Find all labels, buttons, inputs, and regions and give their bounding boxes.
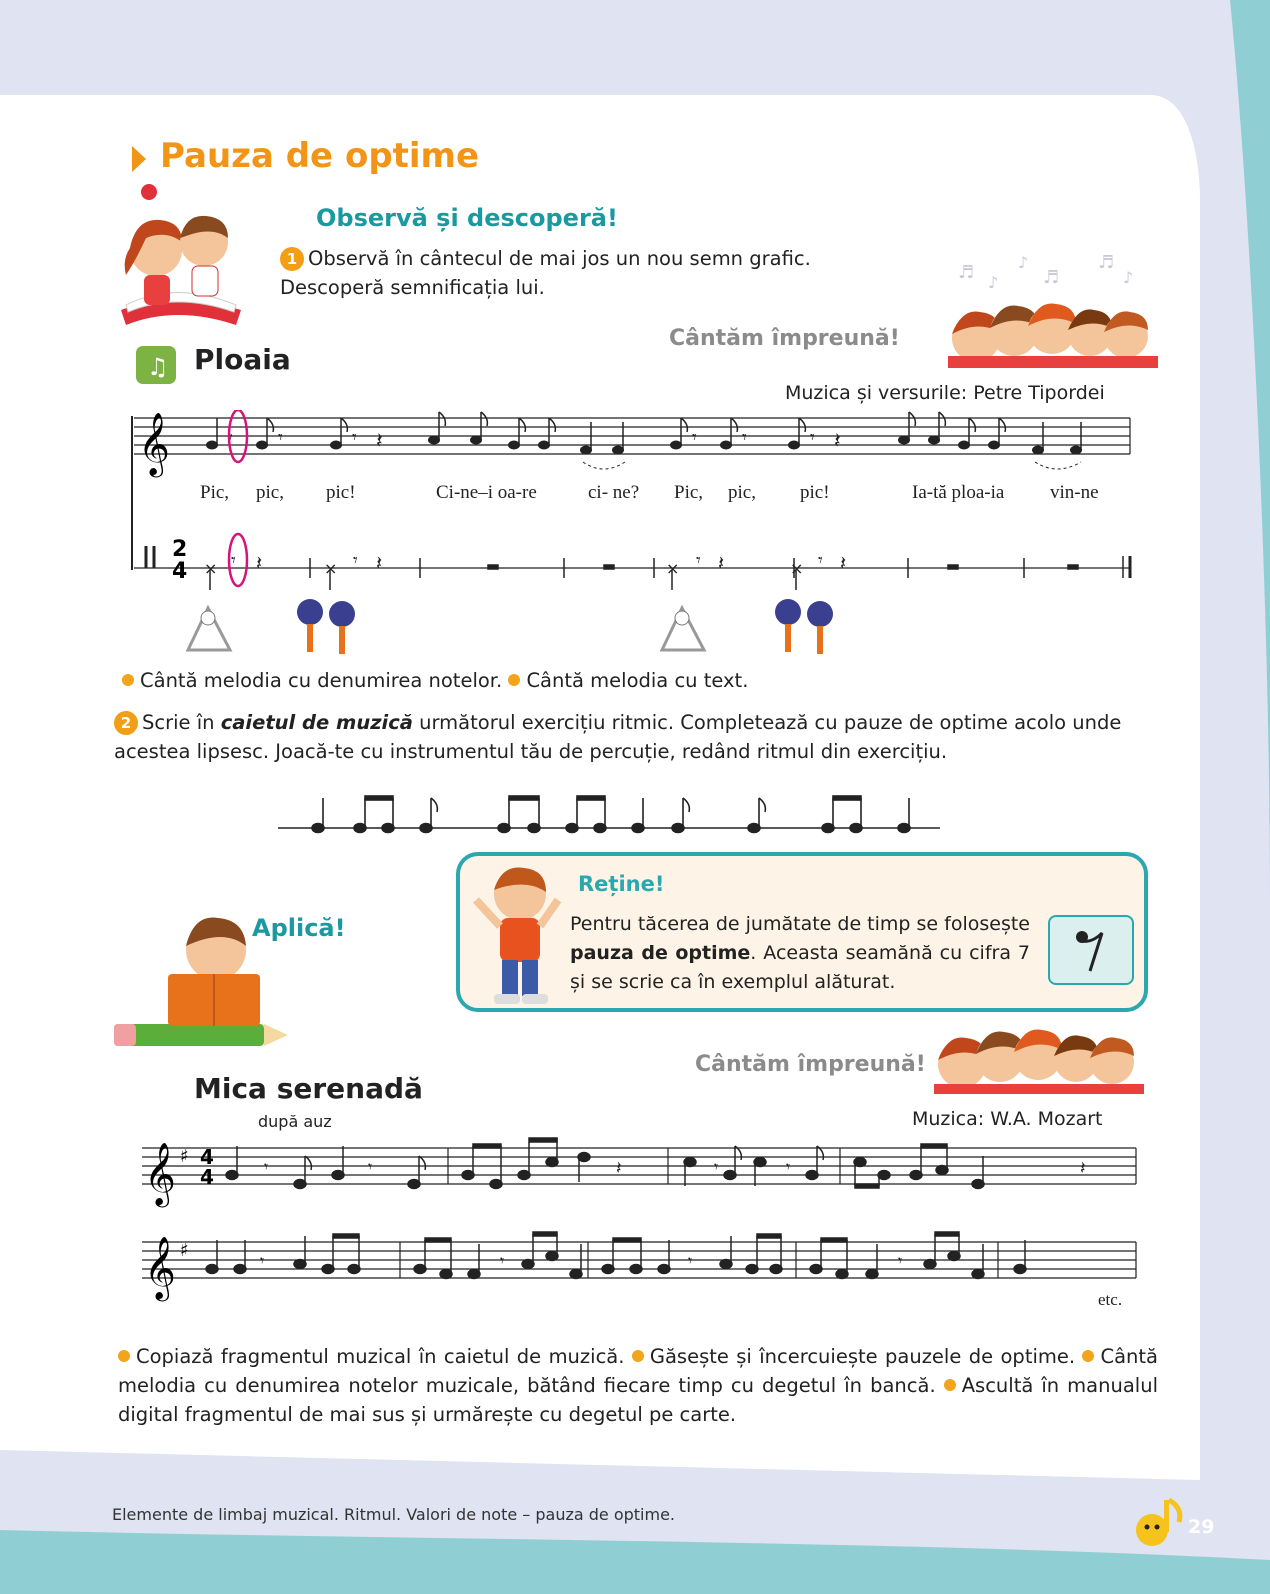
exercise2-text-bold: caietul de muzică xyxy=(220,711,413,734)
lyric: vin-ne xyxy=(1050,482,1099,503)
svg-text:𝄞: 𝄞 xyxy=(138,412,170,475)
lyric: Ci-ne–i oa-re xyxy=(436,482,537,503)
bullet-icon xyxy=(508,674,520,686)
svg-text:𝄽: 𝄽 xyxy=(256,551,263,575)
svg-text:𝄾: 𝄾 xyxy=(696,550,701,571)
song2-etc: etc. xyxy=(1098,1290,1123,1309)
song1-credit: Muzica și versurile: Petre Tipordei xyxy=(785,382,1105,404)
svg-text:𝄾: 𝄾 xyxy=(500,1251,505,1270)
page-number: 29 xyxy=(1188,1516,1215,1538)
song1-timesig-bottom: 4 xyxy=(172,559,188,584)
boy-pointing-illustration xyxy=(470,860,566,1010)
svg-text:𝄾: 𝄾 xyxy=(818,550,823,571)
exercise2-text-after: următorul exercițiu ritmic. Completează cu pauze de optime acolo unde acestea lipsesc. Joacă-te cu instrumentul tău de percuție, redând ritmul din exercițiu. xyxy=(114,711,1122,763)
eighth-rest-icon xyxy=(1050,917,1132,983)
lyric: pic, xyxy=(728,482,756,503)
svg-text:×: × xyxy=(204,559,218,578)
bullet-icon xyxy=(122,674,134,686)
song2-instruction: Cântă melodia cu denumirea notelor muzicale, bătând fiecare timp cu degetul în bancă. xyxy=(118,1345,1159,1397)
svg-text:𝄞: 𝄞 xyxy=(144,1142,176,1205)
song2-sing-together: Cântăm împreună! xyxy=(695,1052,926,1077)
svg-text:♪: ♪ xyxy=(1018,253,1029,272)
song2-credit: Muzica: W.A. Mozart xyxy=(912,1108,1103,1130)
title-arrow-icon xyxy=(132,146,146,172)
song1-instruction: Cântă melodia cu denumirea notelor. xyxy=(140,669,503,692)
song2-timesig-bottom: 4 xyxy=(200,1165,214,1189)
svg-text:𝄾: 𝄾 xyxy=(352,427,357,448)
svg-text:𝄽: 𝄽 xyxy=(376,429,383,454)
lyric: Pic, xyxy=(200,482,230,503)
observe-heading: Observă și descoperă! xyxy=(316,204,618,232)
retine-text-bold: pauza de optime xyxy=(570,942,751,964)
svg-text:𝄾: 𝄾 xyxy=(714,1157,719,1176)
svg-text:𝄾: 𝄾 xyxy=(688,1251,693,1270)
svg-text:♬: ♬ xyxy=(1098,252,1115,273)
song2-instruction: Ascultă în manualul digital fragmentul de mai sus și urmărește cu degetul pe carte. xyxy=(118,1374,1158,1426)
svg-text:♪: ♪ xyxy=(1123,268,1134,287)
svg-text:𝄾: 𝄾 xyxy=(368,1157,373,1176)
music-note-mascot-icon xyxy=(1130,1494,1186,1550)
svg-text:♯: ♯ xyxy=(180,1240,189,1261)
svg-text:𝄾: 𝄾 xyxy=(692,427,697,448)
svg-text:𝄾: 𝄾 xyxy=(353,550,358,571)
lyric: pic, xyxy=(256,482,284,503)
exercise1-line2: Descoperă semnificația lui. xyxy=(280,276,545,299)
song1-title: Ploaia xyxy=(194,343,291,376)
exercise1-line1: Observă în cântecul de mai jos un nou semn grafic. xyxy=(308,247,811,270)
song1-instructions xyxy=(122,666,748,695)
rhythm-exercise-score xyxy=(276,790,946,840)
percussion-instruments-illustration xyxy=(184,598,844,658)
exercise2-text-before: Scrie în xyxy=(142,711,221,734)
svg-text:♬: ♬ xyxy=(958,262,975,283)
svg-text:𝄾: 𝄾 xyxy=(898,1251,903,1270)
svg-text:𝄾: 𝄾 xyxy=(228,427,233,448)
svg-text:𝄾: 𝄾 xyxy=(786,1157,791,1176)
svg-text:𝄾: 𝄾 xyxy=(231,550,236,571)
song1-sing-together: Cântăm împreună! xyxy=(669,326,900,351)
kids-reading-illustration xyxy=(116,180,246,330)
svg-text:𝄾: 𝄾 xyxy=(260,1251,265,1270)
bullet-icon xyxy=(118,1350,130,1362)
eighth-rest-example xyxy=(1048,915,1134,985)
song2-score xyxy=(140,1134,1140,1314)
svg-text:♪: ♪ xyxy=(988,273,999,292)
song2-instruction: Găsește și încercuiește pauzele de optime. xyxy=(649,1345,1076,1368)
retine-text xyxy=(570,910,1030,997)
svg-text:𝄽: 𝄽 xyxy=(718,551,725,575)
exercise1-number: 1 xyxy=(280,247,304,271)
song2-timesig-top: 4 xyxy=(200,1145,214,1169)
footer-text: Elemente de limbaj muzical. Ritmul. Valori de note – pauza de optime. xyxy=(112,1505,676,1524)
svg-text:×: × xyxy=(666,559,680,578)
lyric: pic! xyxy=(326,482,356,503)
page-title: Pauza de optime xyxy=(160,136,480,176)
bullet-icon xyxy=(1082,1350,1094,1362)
song1-timesig-top: 2 xyxy=(172,537,188,562)
svg-text:𝄽: 𝄽 xyxy=(840,551,847,575)
exercise1-text xyxy=(280,244,811,302)
svg-text:♯: ♯ xyxy=(180,1146,189,1167)
song1-instruction: Cântă melodia cu text. xyxy=(526,669,749,692)
song2-instruction: Copiază fragmentul muzical în caietul de muzică. xyxy=(136,1345,625,1368)
svg-text:𝄞: 𝄞 xyxy=(144,1236,176,1299)
song1-notes xyxy=(206,412,1082,469)
singing-children-illustration xyxy=(948,248,1158,368)
retine-heading: Reține! xyxy=(578,872,665,896)
song1-lyrics xyxy=(0,482,1270,512)
lyric: ci- ne? xyxy=(588,482,640,503)
bullet-icon xyxy=(944,1379,956,1391)
svg-text:×: × xyxy=(324,559,338,578)
svg-text:𝄽: 𝄽 xyxy=(616,1158,622,1179)
song2-instructions xyxy=(118,1342,1158,1429)
exercise2-text xyxy=(114,708,1154,766)
song2-title: Mica serenadă xyxy=(194,1072,423,1105)
bullet-icon xyxy=(632,1350,644,1362)
svg-text:♬: ♬ xyxy=(1043,267,1060,288)
svg-text:𝄾: 𝄾 xyxy=(278,427,283,448)
lyric: Pic, xyxy=(674,482,704,503)
lyric: pic! xyxy=(800,482,830,503)
music-note-icon xyxy=(136,346,176,386)
singing-children-illustration-2 xyxy=(934,1020,1144,1094)
svg-text:𝄾: 𝄾 xyxy=(742,427,747,448)
retine-text-before: Pentru tăcerea de jumătate de timp se folosește xyxy=(570,913,1030,935)
lyric: Ia-tă ploa-ia xyxy=(912,482,1005,503)
retine-text-after: . Aceasta seamănă cu cifra 7 și se scrie ca în exemplul alăturat. xyxy=(570,942,1031,993)
song2-subtitle: după auz xyxy=(258,1112,332,1131)
exercise2-number: 2 xyxy=(114,711,138,735)
svg-text:𝄽: 𝄽 xyxy=(376,551,383,575)
svg-text:𝄾: 𝄾 xyxy=(810,427,815,448)
svg-text:♫: ♫ xyxy=(147,353,169,381)
svg-text:𝄾: 𝄾 xyxy=(264,1157,269,1176)
svg-text:𝄽: 𝄽 xyxy=(1080,1158,1086,1179)
svg-text:×: × xyxy=(790,559,804,578)
svg-text:𝄽: 𝄽 xyxy=(834,429,841,454)
apply-heading: Aplică! xyxy=(252,914,346,942)
